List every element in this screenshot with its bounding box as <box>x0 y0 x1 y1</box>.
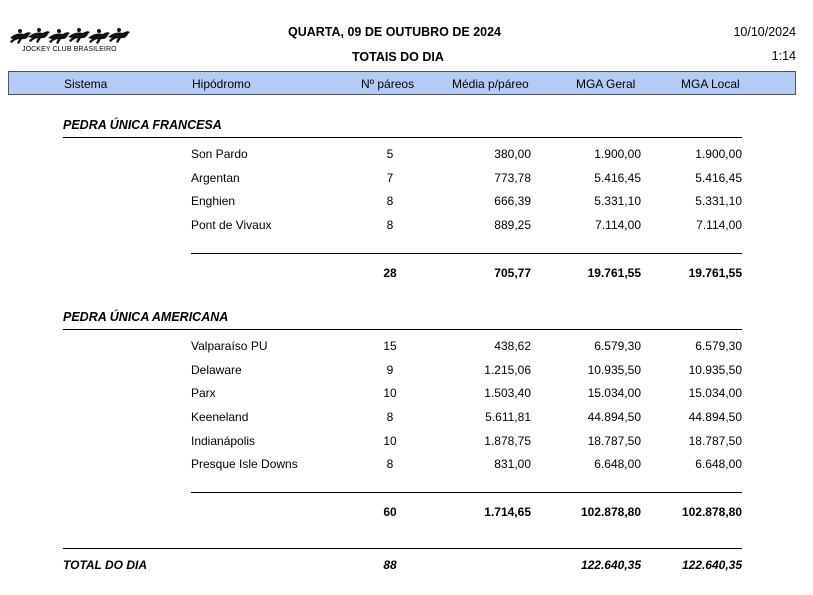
media-cell: 380,00 <box>494 147 531 161</box>
column-header-bar <box>8 71 796 95</box>
report-subtitle: TOTAIS DO DIA <box>352 50 444 64</box>
media-cell: 889,25 <box>494 218 531 232</box>
hipodromo-cell: Son Pardo <box>191 147 248 161</box>
col-media: Média p/páreo <box>452 77 529 91</box>
pareos-cell: 9 <box>386 363 394 377</box>
mga-geral-cell: 15.034,00 <box>587 386 641 400</box>
table-row <box>0 147 813 165</box>
mga-local-cell: 1.900,00 <box>695 147 742 161</box>
media-cell: 5.611,81 <box>485 410 531 424</box>
media-cell: 438,62 <box>494 339 531 353</box>
col-pareos: Nº páreos <box>361 77 415 91</box>
page-indicator: 1:14 <box>771 49 796 63</box>
table-row <box>0 457 813 475</box>
hipodromo-cell: Delaware <box>191 363 242 377</box>
hipodromo-cell: Presque Isle Downs <box>191 457 298 471</box>
mga-geral-cell: 6.579,30 <box>594 339 641 353</box>
hipodromo-cell: Enghien <box>191 194 236 208</box>
col-mga-local: MGA Local <box>681 77 740 91</box>
horses-logo-icon <box>8 27 132 47</box>
table-row <box>0 386 813 404</box>
mga-geral-cell: 44.894,50 <box>587 410 641 424</box>
section-rule <box>63 329 742 330</box>
media-cell: 773,78 <box>494 171 531 185</box>
hipodromo-cell: Keeneland <box>191 410 249 424</box>
pareos-cell: 7 <box>386 171 394 185</box>
table-row <box>0 434 813 452</box>
section-rule <box>63 137 742 138</box>
print-date: 10/10/2024 <box>733 25 796 39</box>
subtotal-media: 1.714,65 <box>484 505 531 519</box>
mga-local-cell: 5.331,10 <box>695 194 742 208</box>
grand-total-mga-local: 122.640,35 <box>681 558 742 572</box>
jockey-club-logo <box>8 27 132 57</box>
mga-local-cell: 18.787,50 <box>688 434 742 448</box>
media-cell: 831,00 <box>494 457 531 471</box>
hipodromo-cell: Parx <box>191 386 216 400</box>
table-row <box>0 339 813 357</box>
hipodromo-cell: Indianápolis <box>191 434 256 448</box>
report-date-title: QUARTA, 09 DE OUTUBRO DE 2024 <box>288 25 502 39</box>
grand-total-row <box>0 558 813 576</box>
subtotal-media: 705,77 <box>494 266 531 280</box>
pareos-cell: 10 <box>383 434 397 448</box>
subtotal-rule <box>191 492 742 493</box>
mga-geral-cell: 1.900,00 <box>594 147 641 161</box>
table-row <box>0 410 813 428</box>
hipodromo-cell: Argentan <box>191 171 240 185</box>
mga-local-cell: 15.034,00 <box>688 386 742 400</box>
subtotal-pareos: 60 <box>383 505 397 519</box>
grand-total-mga-geral: 122.640,35 <box>580 558 641 572</box>
section-title: PEDRA ÚNICA AMERICANA <box>63 310 229 324</box>
table-row <box>0 218 813 236</box>
subtotal-row <box>0 266 813 284</box>
mga-geral-cell: 5.331,10 <box>594 194 641 208</box>
hipodromo-cell: Valparaíso PU <box>191 339 268 353</box>
media-cell: 1.878,75 <box>484 434 531 448</box>
mga-local-cell: 5.416,45 <box>695 171 742 185</box>
mga-geral-cell: 18.787,50 <box>587 434 641 448</box>
mga-local-cell: 7.114,00 <box>696 218 742 232</box>
table-row <box>0 171 813 189</box>
media-cell: 666,39 <box>494 194 531 208</box>
subtotal-row <box>0 505 813 523</box>
pareos-cell: 8 <box>386 218 394 232</box>
pareos-cell: 15 <box>383 339 397 353</box>
mga-geral-cell: 6.648,00 <box>594 457 641 471</box>
mga-local-cell: 6.648,00 <box>695 457 742 471</box>
subtotal-mga-local: 102.878,80 <box>681 505 742 519</box>
subtotal-rule <box>191 253 742 254</box>
subtotal-mga-geral: 19.761,55 <box>587 266 641 280</box>
grand-total-pareos: 88 <box>383 558 397 572</box>
grand-total-rule <box>63 548 742 549</box>
pareos-cell: 5 <box>386 147 394 161</box>
hipodromo-cell: Pont de Vivaux <box>191 218 272 232</box>
logo-text: JOCKEY CLUB BRASILEIRO <box>22 46 117 53</box>
col-hipodromo: Hipódromo <box>192 77 251 91</box>
pareos-cell: 10 <box>383 386 397 400</box>
table-row <box>0 194 813 212</box>
col-sistema: Sistema <box>64 77 108 91</box>
mga-geral-cell: 5.416,45 <box>594 171 641 185</box>
section-title: PEDRA ÚNICA FRANCESA <box>63 118 222 132</box>
col-mga-geral: MGA Geral <box>576 77 636 91</box>
mga-geral-cell: 10.935,50 <box>587 363 641 377</box>
subtotal-mga-geral: 102.878,80 <box>580 505 641 519</box>
subtotal-pareos: 28 <box>383 266 397 280</box>
mga-local-cell: 6.579,30 <box>695 339 742 353</box>
table-row <box>0 363 813 381</box>
grand-total-label: TOTAL DO DIA <box>63 558 147 572</box>
subtotal-mga-local: 19.761,55 <box>688 266 742 280</box>
pareos-cell: 8 <box>386 194 394 208</box>
media-cell: 1.503,40 <box>484 386 531 400</box>
pareos-cell: 8 <box>386 410 394 424</box>
mga-local-cell: 10.935,50 <box>688 363 742 377</box>
media-cell: 1.215,06 <box>484 363 531 377</box>
mga-geral-cell: 7.114,00 <box>595 218 641 232</box>
pareos-cell: 8 <box>386 457 394 471</box>
mga-local-cell: 44.894,50 <box>688 410 742 424</box>
